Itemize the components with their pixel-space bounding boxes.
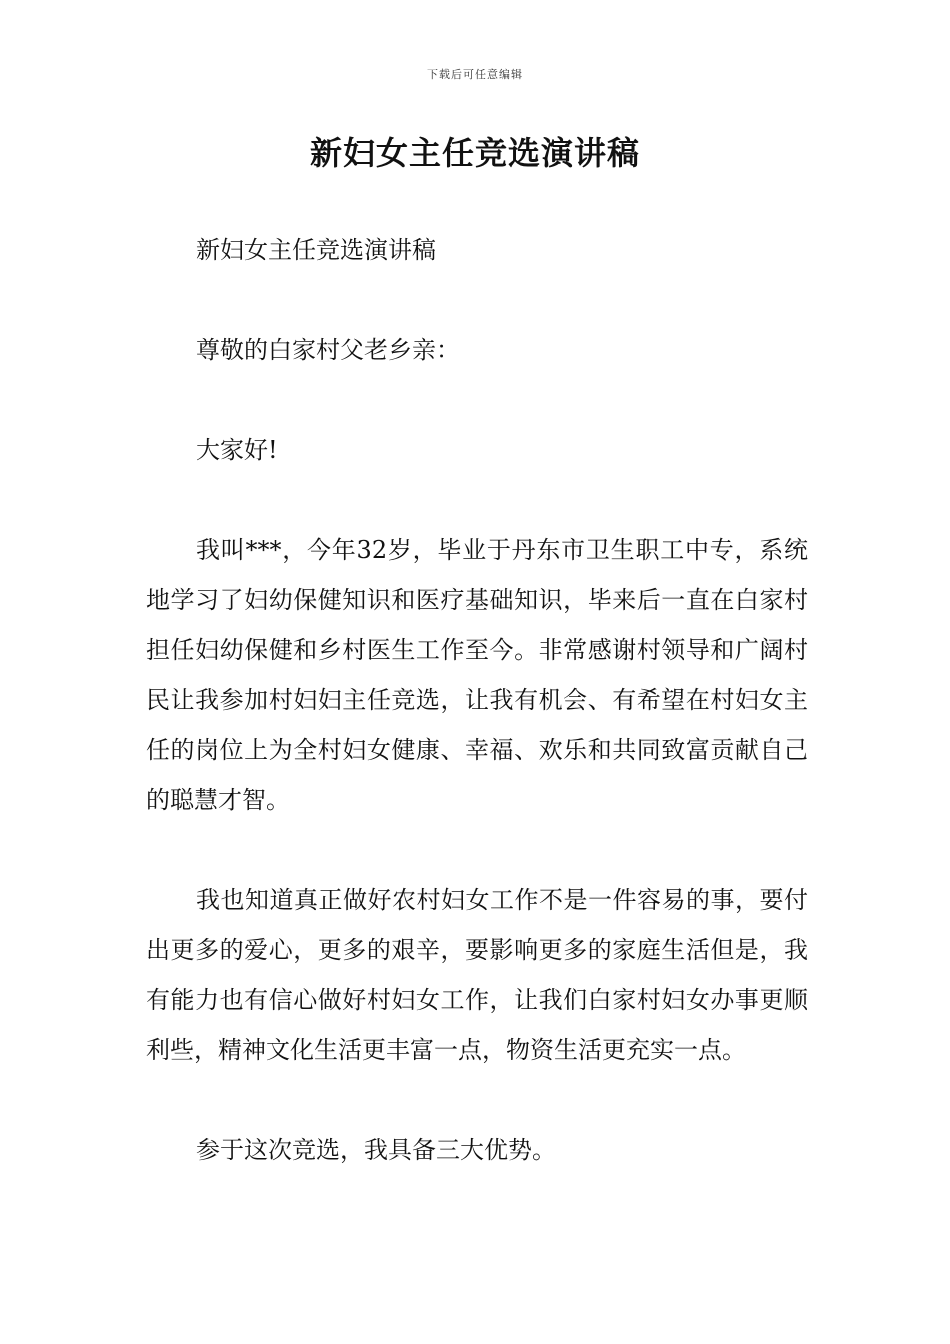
paragraph-introduction: 我叫***，今年32岁，毕业于丹东市卫生职工中专，系统地学习了妇幼保健知识和医疗基础知识，毕来后一直在白家村担任妇幼保健和乡村医生工作至今。非常感谢村领导和广阔村民让我参加村妇妇主任竞选，让我有机会、有希望在村妇女主任的岗位上为全村妇女健康、幸福、欢乐和共同致富贡献自己的聪慧才智。 <box>146 536 808 814</box>
document-title: 新妇女主任竞选演讲稿 <box>309 134 640 172</box>
document-body <box>146 225 808 1225</box>
paragraph-advantages: 参于这次竞选，我具备三大优势。 <box>196 1136 556 1164</box>
paragraph-commitment: 我也知道真正做好农村妇女工作不是一件容易的事，要付出更多的爱心，更多的艰辛，要影响更多的家庭生活但是，我有能力也有信心做好村妇女工作，让我们白家村妇女办事更顺利些，精神文化生活更丰富一点，物资生活更充实一点。 <box>146 886 808 1064</box>
paragraph-greeting: 大家好! <box>196 436 278 464</box>
paragraph-salutation: 尊敬的白家村父老乡亲： <box>196 336 460 364</box>
paragraph-subtitle: 新妇女主任竞选演讲稿 <box>196 236 436 264</box>
page-header-note: 下载后可任意编辑 <box>427 68 523 81</box>
